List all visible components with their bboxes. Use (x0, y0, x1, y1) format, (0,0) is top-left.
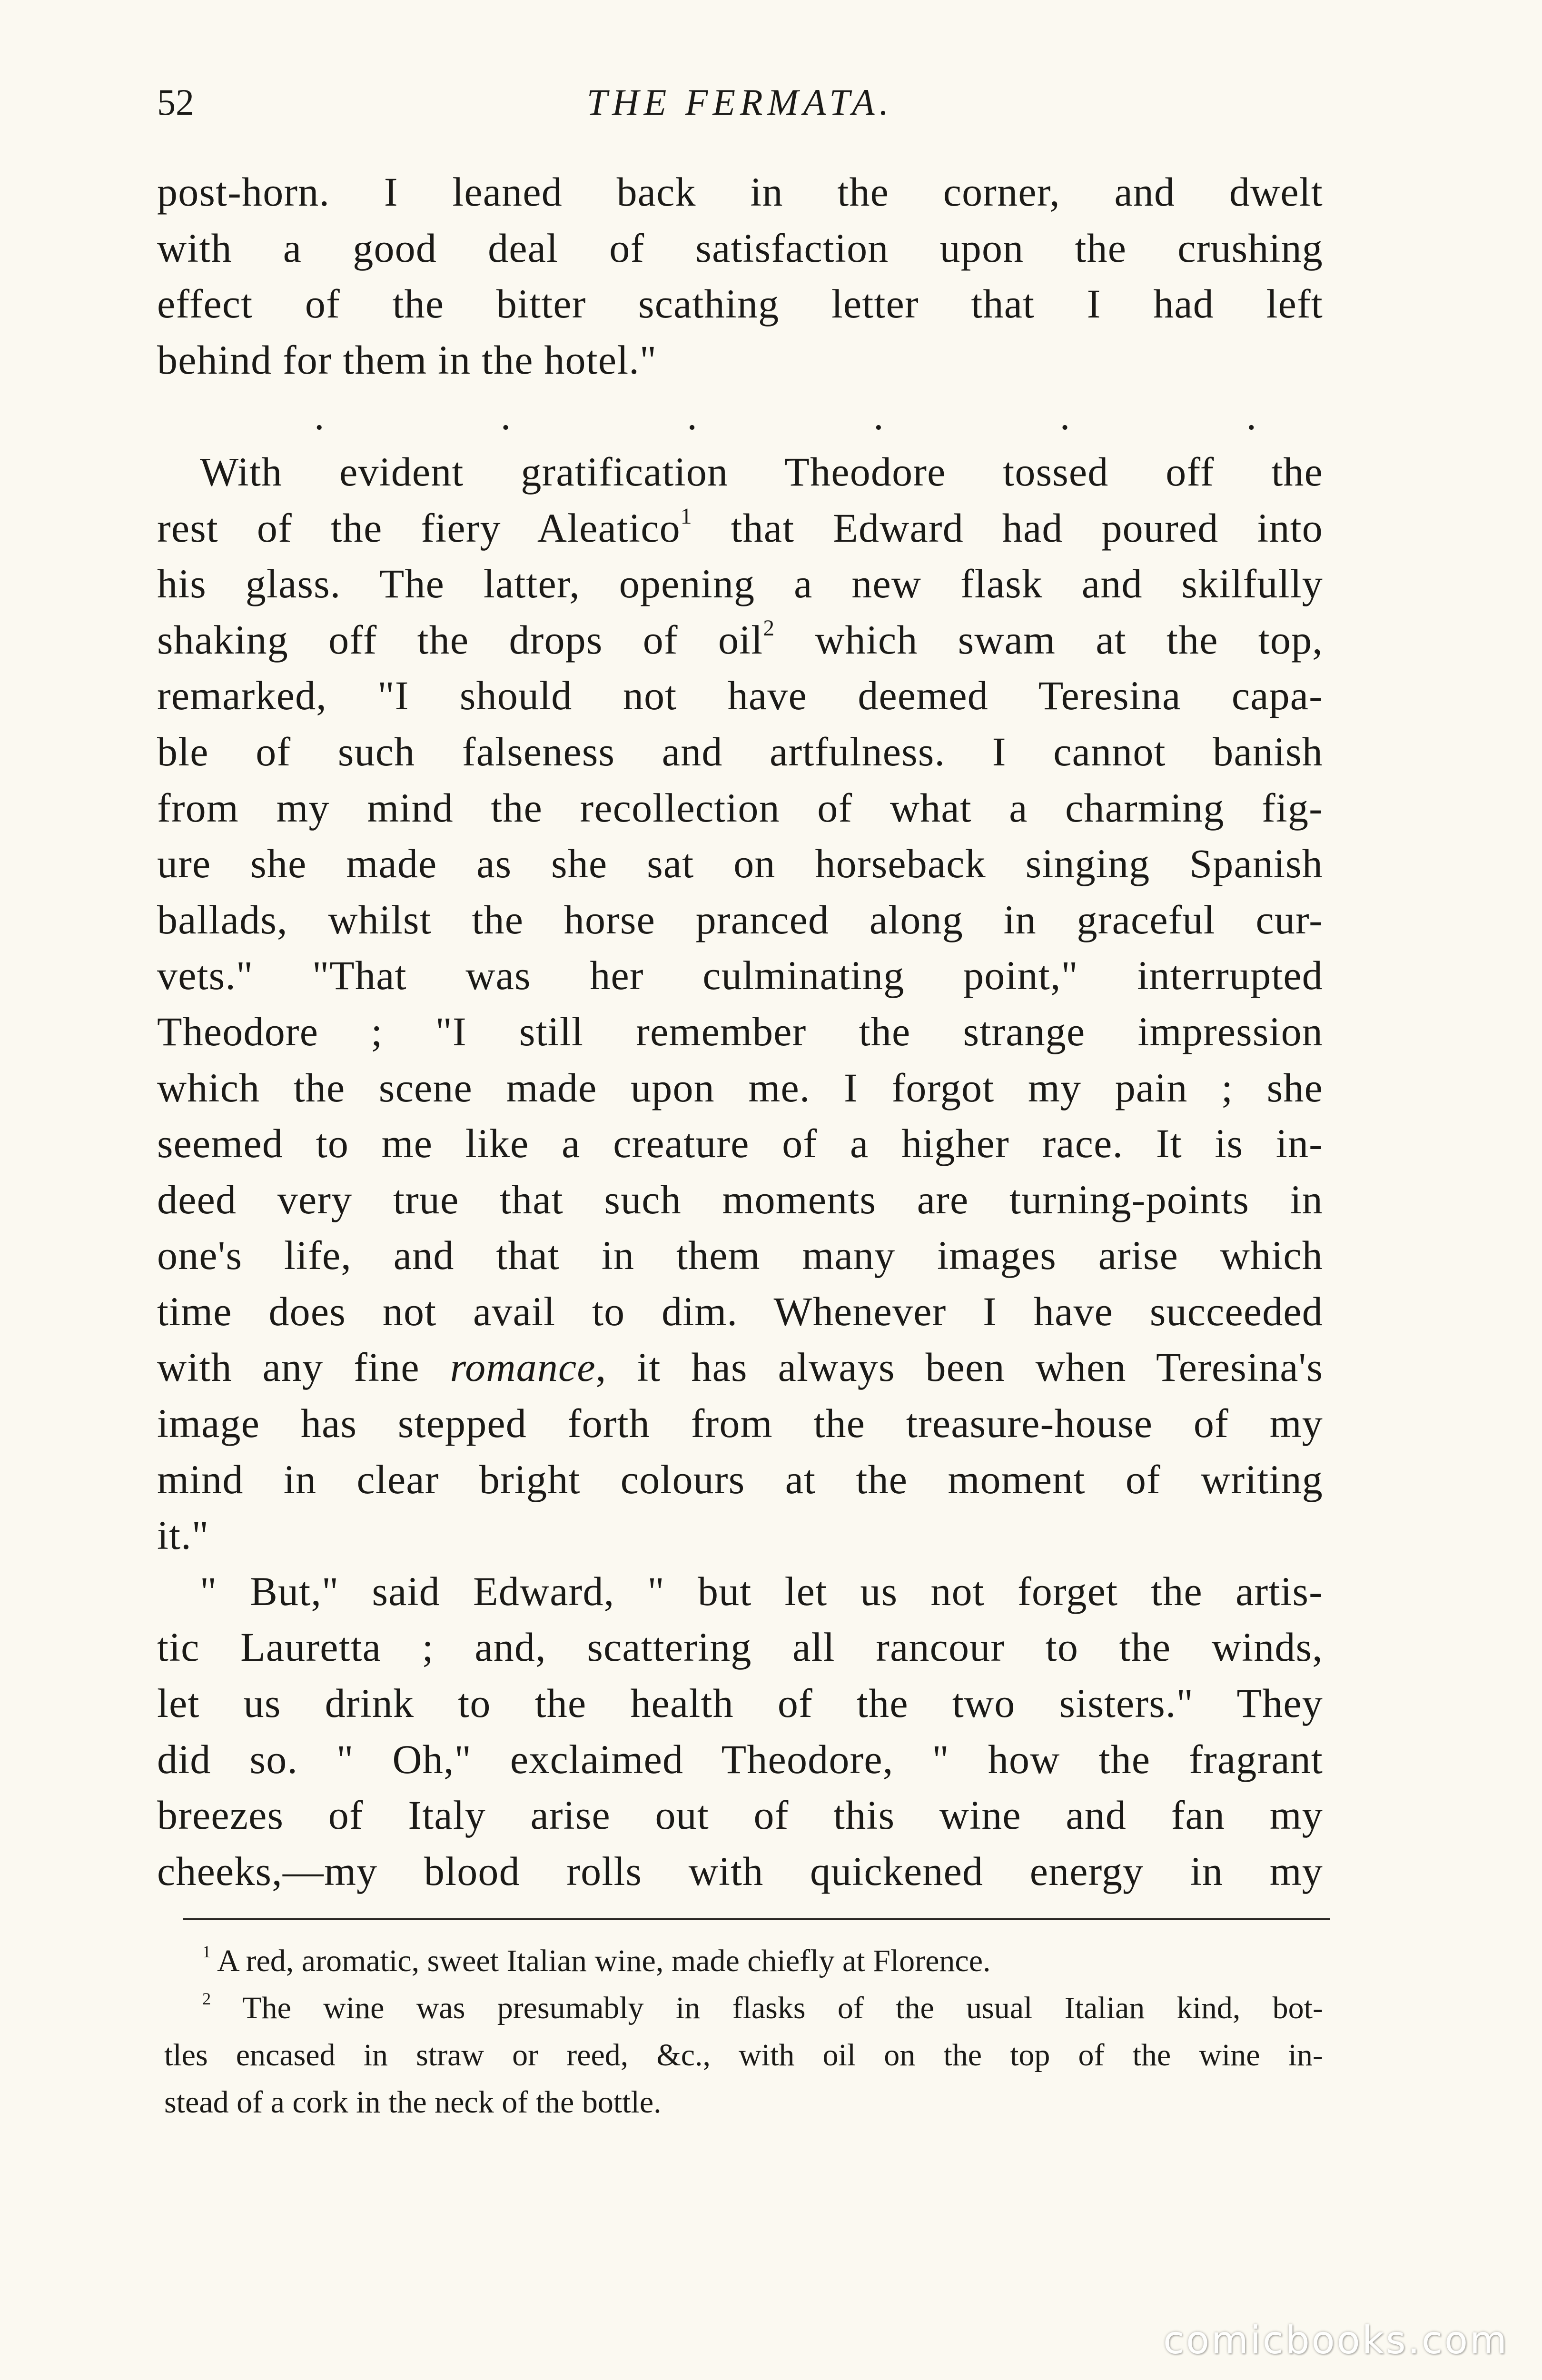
running-header (157, 76, 1323, 129)
footnote-marker: 1 (202, 1942, 211, 1961)
text-line: remarked, "I should not have deemed Teresina capa- (157, 673, 1323, 719)
text-line: vets." "That was her culminating point," interrupted (157, 952, 1323, 999)
text-line: it." (157, 1512, 209, 1558)
footnote-ref: 1 (680, 504, 692, 529)
text-line: one's life, and that in them many images arise which (157, 1232, 1323, 1279)
text-run: with any fine (157, 1344, 450, 1390)
footnote-rule (183, 1918, 1330, 1920)
footnote-text: stead of a cork in the neck of the bottle. (164, 2085, 662, 2120)
text-run: , it has always been when Teresina's (595, 1344, 1323, 1390)
text-line (157, 1339, 1323, 1396)
text-line: breezes of Italy arise out of this wine and fan my (157, 1792, 1323, 1838)
text-line: did so. " Oh," exclaimed Theodore, " how the fragrant (157, 1736, 1323, 1782)
text-run: which swam at the top, (775, 616, 1323, 663)
text-run: rest of the fiery Aleatico (157, 505, 681, 551)
break-dot: . (1246, 393, 1256, 439)
text-line: seemed to me like a creature of a higher race. It is in- (157, 1121, 1323, 1167)
text-line: time does not avail to dim. Whenever I have succeeded (157, 1288, 1323, 1334)
text-line: " But," said Edward, " but let us not forget the artis- (200, 1568, 1323, 1614)
footnote (164, 1937, 1323, 1984)
text-line: from my mind the recollection of what a charming fig- (157, 784, 1323, 831)
text-run: that Edward had poured into (692, 505, 1323, 551)
text-line: ballads, whilst the horse pranced along in graceful cur- (157, 896, 1323, 942)
italic-word: romance (450, 1344, 596, 1390)
text-line: image has stepped forth from the treasure-house of my (157, 1400, 1323, 1447)
text-line: Theodore ; "I still remember the strange impression (157, 1008, 1323, 1054)
footnote (164, 1984, 1323, 2032)
text-line: ure she made as she sat on horseback singing Spanish (157, 841, 1323, 887)
text-line: With evident gratification Theodore tossed off the (200, 448, 1323, 495)
text-line: post-horn. I leaned back in the corner, and dwelt (157, 169, 1323, 215)
break-dot: . (500, 393, 511, 439)
text-line: with a good deal of satisfaction upon the crushing (157, 225, 1323, 271)
text-line: cheeks,—my blood rolls with quickened energy in my (157, 1848, 1323, 1894)
section-break-dots (157, 388, 1323, 444)
text-line: effect of the bitter scathing letter that I had left (157, 281, 1323, 327)
text-line: mind in clear bright colours at the moment of writing (157, 1456, 1323, 1502)
text-line: which the scene made upon me. I forgot my pain ; she (157, 1064, 1323, 1111)
footnote-text: tles encased in straw or reed, &c., with oil on the top of the wine in- (164, 2038, 1323, 2073)
break-dot: . (687, 393, 697, 439)
text-line: his glass. The latter, opening a new flask and skilfully (157, 561, 1323, 607)
text-line: tic Lauretta ; and, scattering all rancour to the winds, (157, 1624, 1323, 1670)
footnotes (164, 1937, 1323, 2126)
watermark: comicbooks.com (1163, 2318, 1509, 2362)
body-text (157, 164, 1323, 1899)
break-dot: . (1059, 393, 1070, 439)
text-line: deed very true that such moments are turning-points in (157, 1176, 1323, 1222)
footnote-text: A red, aromatic, sweet Italian wine, made chiefly at Florence. (217, 1944, 991, 1978)
footnote-text: The wine was presumably in flasks of the usual Italian kind, bot- (242, 1991, 1323, 2025)
break-dot: . (314, 393, 325, 439)
footnote-marker: 2 (202, 1989, 211, 2008)
running-title: THE FERMATA. (586, 81, 894, 123)
footnote-ref: 2 (763, 615, 775, 641)
text-run: shaking off the drops of oil (157, 616, 763, 663)
text-line: ble of such falseness and artfulness. I cannot banish (157, 728, 1323, 774)
break-dot: . (873, 393, 884, 439)
page-number: 52 (157, 81, 194, 123)
text-line: let us drink to the health of the two sisters." They (157, 1680, 1323, 1726)
text-line: behind for them in the hotel." (157, 337, 657, 383)
text-line (157, 612, 1323, 668)
text-line (157, 500, 1323, 556)
